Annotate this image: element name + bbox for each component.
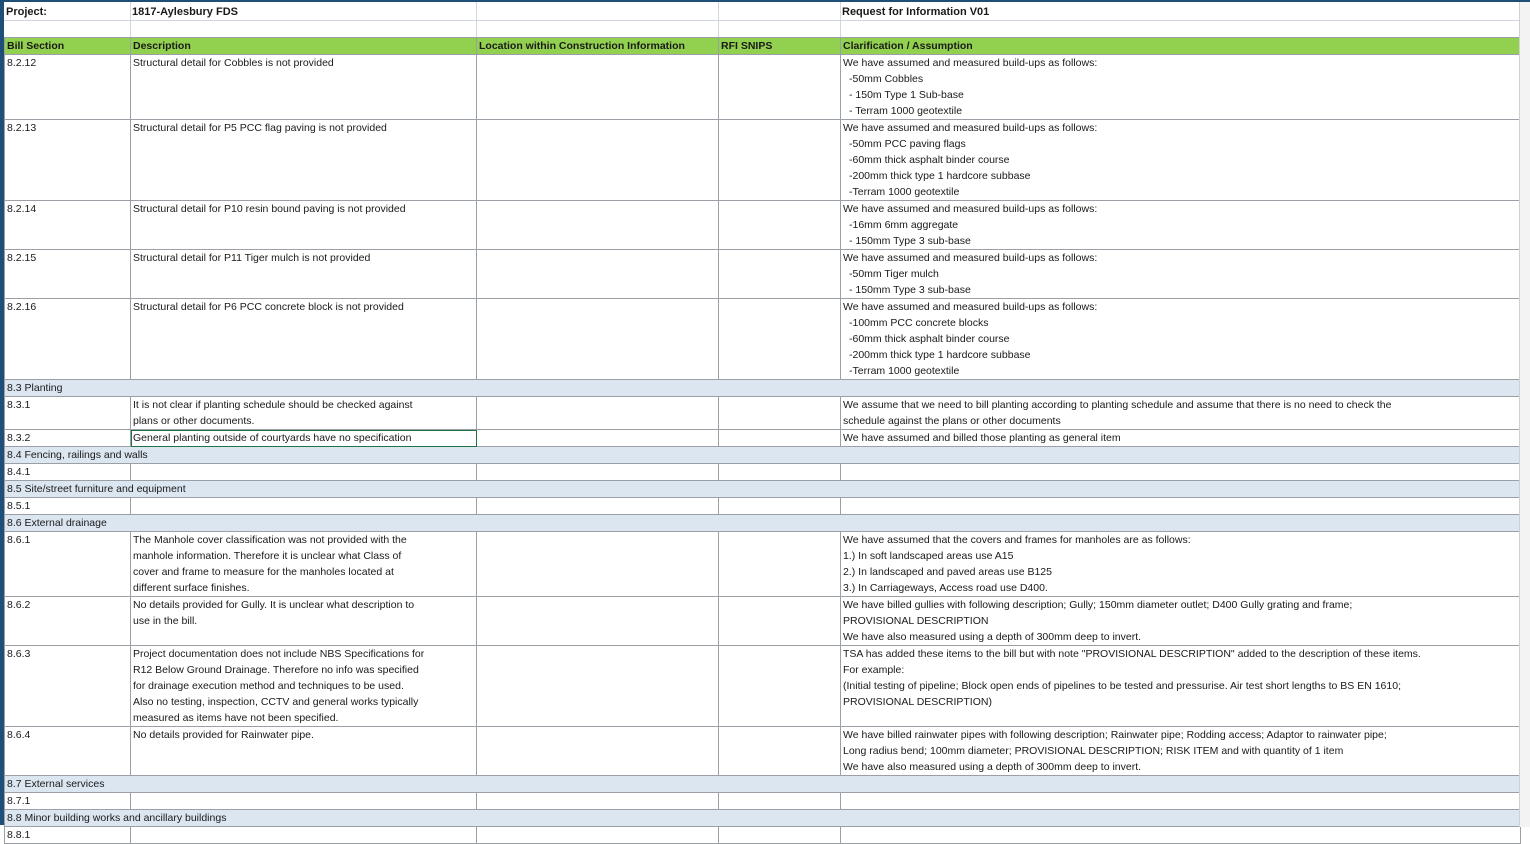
section-header-row: [5, 380, 1521, 397]
clarification-text: We have assumed and measured build-ups as follows:: [843, 122, 1098, 134]
buildup-line: -50mm PCC paving flags: [849, 138, 966, 150]
clarification-text: We have billed gullies with following description; Gully; 150mm diameter outlet; D400 Gully grating and frame; PROVISIONAL DESCRIPTION We have also measured using a depth of 300mm deep to invert.: [843, 599, 1353, 643]
section-label[interactable]: 8.6 External drainage: [5, 515, 1521, 532]
table-row: [5, 646, 1521, 727]
clarification-cell[interactable]: [841, 597, 1521, 646]
section-label[interactable]: 8.5 Site/street furniture and equipment: [5, 481, 1521, 498]
table-body: [5, 55, 1521, 844]
rfi-snips-cell[interactable]: [719, 532, 841, 597]
buildup-line: -Terram 1000 geotextile: [849, 186, 960, 198]
buildup-line: -16mm 6mm aggregate: [849, 219, 959, 231]
header-bill-section[interactable]: Bill Section: [5, 38, 131, 55]
clarification-cell[interactable]: [841, 120, 1521, 201]
table-row: [5, 827, 1521, 844]
clarification-text: We assume that we need to bill planting according to planting schedule and assume that there is no need to check the schedule against the plans or other documents: [843, 399, 1392, 427]
buildup-line: -100mm PCC concrete blocks: [849, 317, 989, 329]
location-cell[interactable]: [477, 827, 719, 844]
table-row: [5, 793, 1521, 810]
buildup-line: - Terram 1000 geotextile: [849, 105, 963, 117]
description-cell[interactable]: The Manhole cover classification was not provided with the manhole information. Therefore it is unclear what Class of cover and frame to measure for the manholes located at different surface finishes.: [131, 532, 477, 597]
column-header-row: [5, 38, 1521, 55]
description-cell[interactable]: Project documentation does not include NBS Specifications for R12 Below Ground Drainage. Therefore no info was specified for drainage execution method and techniques to be used. Also no testing, inspection, CCTV and general works typically measured as items have not been specified.: [131, 646, 477, 727]
clarification-cell[interactable]: [841, 201, 1521, 250]
section-label[interactable]: 8.8 Minor building works and ancillary buildings: [5, 810, 1521, 827]
bill-section-cell[interactable]: 8.7.1: [5, 793, 131, 810]
bill-section-cell[interactable]: 8.6.4: [5, 727, 131, 776]
header-clarification[interactable]: Clarification / Assumption: [841, 38, 1521, 55]
table-row: [5, 120, 1521, 201]
project-label: Project:: [6, 6, 47, 18]
description-cell[interactable]: Structural detail for P10 resin bound paving is not provided: [131, 201, 477, 250]
bill-section-cell[interactable]: 8.4.1: [5, 464, 131, 481]
sheet-header: [4, 2, 1530, 37]
bill-section-cell[interactable]: 8.3.2: [5, 430, 131, 447]
description-cell[interactable]: Structural detail for P6 PCC concrete block is not provided: [131, 299, 477, 380]
table-row: [5, 397, 1521, 430]
rfi-snips-cell[interactable]: [719, 727, 841, 776]
clarification-cell[interactable]: [841, 498, 1521, 515]
header-description[interactable]: Description: [131, 38, 477, 55]
clarification-cell[interactable]: [841, 430, 1521, 447]
table-row: [5, 430, 1521, 447]
clarification-text: We have assumed and measured build-ups as follows:: [843, 203, 1098, 215]
rfi-snips-cell[interactable]: [719, 120, 841, 201]
rfi-snips-cell[interactable]: [719, 827, 841, 844]
description-cell[interactable]: [131, 827, 477, 844]
rfi-snips-cell[interactable]: [719, 498, 841, 515]
section-header-row: [5, 447, 1521, 464]
description-cell[interactable]: [131, 498, 477, 515]
description-cell[interactable]: Structural detail for P5 PCC flag paving is not provided: [131, 120, 477, 201]
location-cell[interactable]: [477, 464, 719, 481]
column-divider: [130, 2, 131, 37]
column-divider: [718, 2, 719, 37]
buildup-line: -Terram 1000 geotextile: [849, 365, 960, 377]
description-cell[interactable]: No details provided for Gully. It is unclear what description to use in the bill.: [131, 597, 477, 646]
location-cell[interactable]: [477, 201, 719, 250]
bill-section-cell[interactable]: 8.2.14: [5, 201, 131, 250]
table-row: [5, 464, 1521, 481]
column-divider: [840, 2, 841, 37]
rfi-table: [4, 37, 1521, 844]
description-cell[interactable]: [131, 793, 477, 810]
bill-section-cell[interactable]: 8.6.3: [5, 646, 131, 727]
location-cell[interactable]: [477, 430, 719, 447]
section-label[interactable]: 8.4 Fencing, railings and walls: [5, 447, 1521, 464]
table-row: [5, 532, 1521, 597]
location-cell[interactable]: [477, 646, 719, 727]
buildup-line: - 150mm Type 3 sub-base: [849, 284, 971, 296]
description-cell[interactable]: Structural detail for P11 Tiger mulch is not provided: [131, 250, 477, 299]
rfi-snips-cell[interactable]: [719, 646, 841, 727]
buildup-line: -200mm thick type 1 hardcore subbase: [849, 349, 1031, 361]
section-header-row: [5, 481, 1521, 498]
vertical-scrollbar[interactable]: [1519, 2, 1530, 827]
rfi-snips-cell[interactable]: [719, 430, 841, 447]
buildup-line: - 150m Type 1 Sub-base: [849, 89, 964, 101]
clarification-text: We have assumed and measured build-ups as follows:: [843, 57, 1098, 69]
clarification-cell[interactable]: [841, 464, 1521, 481]
section-header-row: [5, 810, 1521, 827]
bill-section-cell[interactable]: 8.2.16: [5, 299, 131, 380]
buildup-line: -50mm Tiger mulch: [849, 268, 939, 280]
buildup-line: -200mm thick type 1 hardcore subbase: [849, 170, 1031, 182]
rfi-snips-cell[interactable]: [719, 793, 841, 810]
clarification-cell[interactable]: [841, 55, 1521, 120]
table-row: [5, 597, 1521, 646]
section-header-row: [5, 776, 1521, 793]
clarification-text: We have assumed that the covers and frames for manholes are as follows: 1.) In soft landscaped areas use A15 2.) In landscaped and paved areas use B125 3.) In Carriageways, Access road use D400.: [843, 534, 1191, 594]
description-cell[interactable]: It is not clear if planting schedule should be checked against plans or other documents.: [131, 397, 477, 430]
location-cell[interactable]: [477, 397, 719, 430]
location-cell[interactable]: [477, 55, 719, 120]
section-label[interactable]: 8.7 External services: [5, 776, 1521, 793]
clarification-text: We have assumed and billed those planting as general item: [843, 432, 1121, 444]
section-label[interactable]: 8.3 Planting: [5, 380, 1521, 397]
clarification-text: We have billed rainwater pipes with following description; Rainwater pipe; Rodding access; Adaptor to rainwater pipe; Long radius bend; 100mm diameter; PROVISIONAL DESCRIPTION; RISK ITEM and with quantity of 1 item We have also measured using a depth of 300mm deep to invert.: [843, 729, 1387, 773]
buildup-line: -60mm thick asphalt binder course: [849, 154, 1010, 166]
location-cell[interactable]: [477, 299, 719, 380]
buildup-line: -60mm thick asphalt binder course: [849, 333, 1010, 345]
bill-section-cell[interactable]: 8.5.1: [5, 498, 131, 515]
clarification-text: We have assumed and measured build-ups as follows:: [843, 252, 1098, 264]
bill-section-cell[interactable]: 8.2.12: [5, 55, 131, 120]
clarification-cell[interactable]: [841, 299, 1521, 380]
rfi-snips-cell[interactable]: [719, 597, 841, 646]
clarification-cell[interactable]: [841, 250, 1521, 299]
location-cell[interactable]: [477, 532, 719, 597]
bill-section-cell[interactable]: 8.2.15: [5, 250, 131, 299]
rfi-snips-cell[interactable]: [719, 201, 841, 250]
description-cell[interactable]: Structural detail for Cobbles is not provided: [131, 55, 477, 120]
buildup-line: - 150mm Type 3 sub-base: [849, 235, 971, 247]
location-cell[interactable]: [477, 793, 719, 810]
bill-section-cell[interactable]: 8.6.2: [5, 597, 131, 646]
clarification-cell[interactable]: [841, 646, 1521, 727]
rfi-snips-cell[interactable]: [719, 464, 841, 481]
table-row: [5, 55, 1521, 120]
table-row: [5, 250, 1521, 299]
rfi-title[interactable]: Request for Information V01: [842, 6, 990, 18]
clarification-cell[interactable]: [841, 532, 1521, 597]
location-cell[interactable]: [477, 727, 719, 776]
rfi-snips-cell[interactable]: [719, 250, 841, 299]
clarification-cell[interactable]: [841, 727, 1521, 776]
table-row: [5, 299, 1521, 380]
bill-section-cell[interactable]: 8.3.1: [5, 397, 131, 430]
description-cell[interactable]: General planting outside of courtyards have no specification: [131, 430, 477, 447]
column-divider: [476, 2, 477, 37]
clarification-cell[interactable]: [841, 793, 1521, 810]
header-rfi-snips[interactable]: RFI SNIPS: [719, 38, 841, 55]
table-row: [5, 201, 1521, 250]
header-location[interactable]: Location within Construction Information: [477, 38, 719, 55]
bill-section-cell[interactable]: 8.8.1: [5, 827, 131, 844]
description-cell[interactable]: No details provided for Rainwater pipe.: [131, 727, 477, 776]
section-header-row: [5, 515, 1521, 532]
clarification-cell[interactable]: [841, 397, 1521, 430]
row-divider: [4, 20, 1530, 21]
location-cell[interactable]: [477, 597, 719, 646]
table-row: [5, 727, 1521, 776]
location-cell[interactable]: [477, 498, 719, 515]
location-cell[interactable]: [477, 120, 719, 201]
rfi-snips-cell[interactable]: [719, 55, 841, 120]
location-cell[interactable]: [477, 250, 719, 299]
clarification-cell[interactable]: [841, 827, 1521, 844]
table-row: [5, 498, 1521, 515]
clarification-text: We have assumed and measured build-ups as follows:: [843, 301, 1098, 313]
clarification-text: TSA has added these items to the bill but with note "PROVISIONAL DESCRIPTION" added to the description of these items. For example: (Initial testing of pipeline; Block open ends of pipelines to be tested and pressurise. Air test short lengths to BS EN 1610; PROVISIONAL DESCRIPTION): [843, 648, 1421, 708]
rfi-snips-cell[interactable]: [719, 299, 841, 380]
description-cell[interactable]: [131, 464, 477, 481]
project-value[interactable]: 1817-Aylesbury FDS: [132, 6, 238, 18]
rfi-snips-cell[interactable]: [719, 397, 841, 430]
bill-section-cell[interactable]: 8.6.1: [5, 532, 131, 597]
bill-section-cell[interactable]: 8.2.13: [5, 120, 131, 201]
buildup-line: -50mm Cobbles: [849, 73, 924, 85]
